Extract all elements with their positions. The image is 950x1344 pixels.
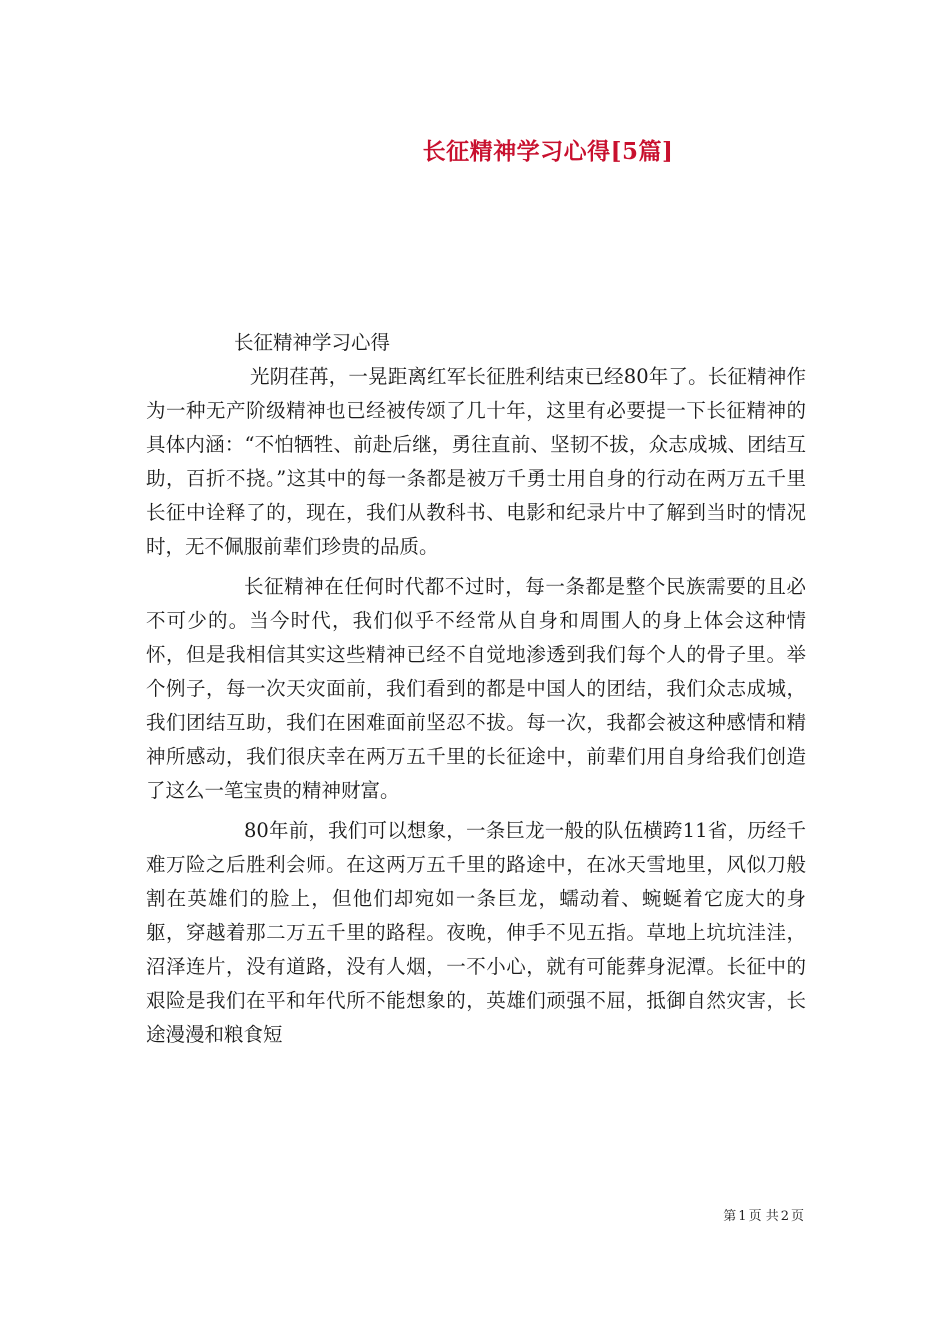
footer-prefix: 第	[723, 1209, 737, 1224]
document-body	[146, 326, 806, 1058]
footer-suffix: 页	[790, 1209, 804, 1224]
paragraph-1: 光阴荏苒，一晃距离红军长征胜利结束已经80年了。长征精神作为一种无产阶级精神也已经被传颂了几十年，这里有必要提一下长征精神的具体内涵：“不怕牺牲、前赴后继，勇往直前、坚韧不拔，众志成城、团结互助，百折不挠。”这其中的每一条都是被万千勇士用自身的行动在两万五千里长征中诠释了的，现在，我们从教科书、电影和纪录片中了解到当时的情况时，无不佩服前辈们珍贵的品质。	[146, 365, 806, 558]
page-footer	[722, 1205, 805, 1224]
paragraph-3: 80年前，我们可以想象，一条巨龙一般的队伍横跨11省，历经千难万险之后胜利会师。在这两万五千里的路途中，在冰天雪地里，风似刀般割在英雄们的脸上，但他们却宛如一条巨龙，蠕动着、蜿蜒着它庞大的身躯，穿越着那二万五千里的路程。夜晚，伸手不见五指。草地上坑坑洼洼，沼泽连片，没有道路，没有人烟，一不小心，就有可能葬身泥潭。长征中的艰险是我们在平和年代所不能想象的，英雄们顽强不屈，抵御自然灾害，长途漫漫和粮食短	[146, 819, 806, 1046]
section-heading: 长征精神学习心得	[234, 331, 391, 354]
footer-current-page: 1	[738, 1209, 747, 1224]
document-title: 长征精神学习心得[5篇]	[422, 138, 674, 165]
footer-mid: 页 共	[748, 1209, 779, 1224]
footer-total-pages: 2	[780, 1209, 789, 1224]
paragraph-2: 长征精神在任何时代都不过时，每一条都是整个民族需要的且必不可少的。当今时代，我们似乎不经常从自身和周围人的身上体会这种情怀，但是我相信其实这些精神已经不自觉地渗透到我们每个人的骨子里。举个例子，每一次天灾面前，我们看到的都是中国人的团结，我们众志成城，我们团结互助，我们在困难面前坚忍不拔。每一次，我都会被这种感情和精神所感动，我们很庆幸在两万五千里的长征途中，前辈们用自身给我们创造了这么一笔宝贵的精神财富。	[146, 575, 806, 802]
